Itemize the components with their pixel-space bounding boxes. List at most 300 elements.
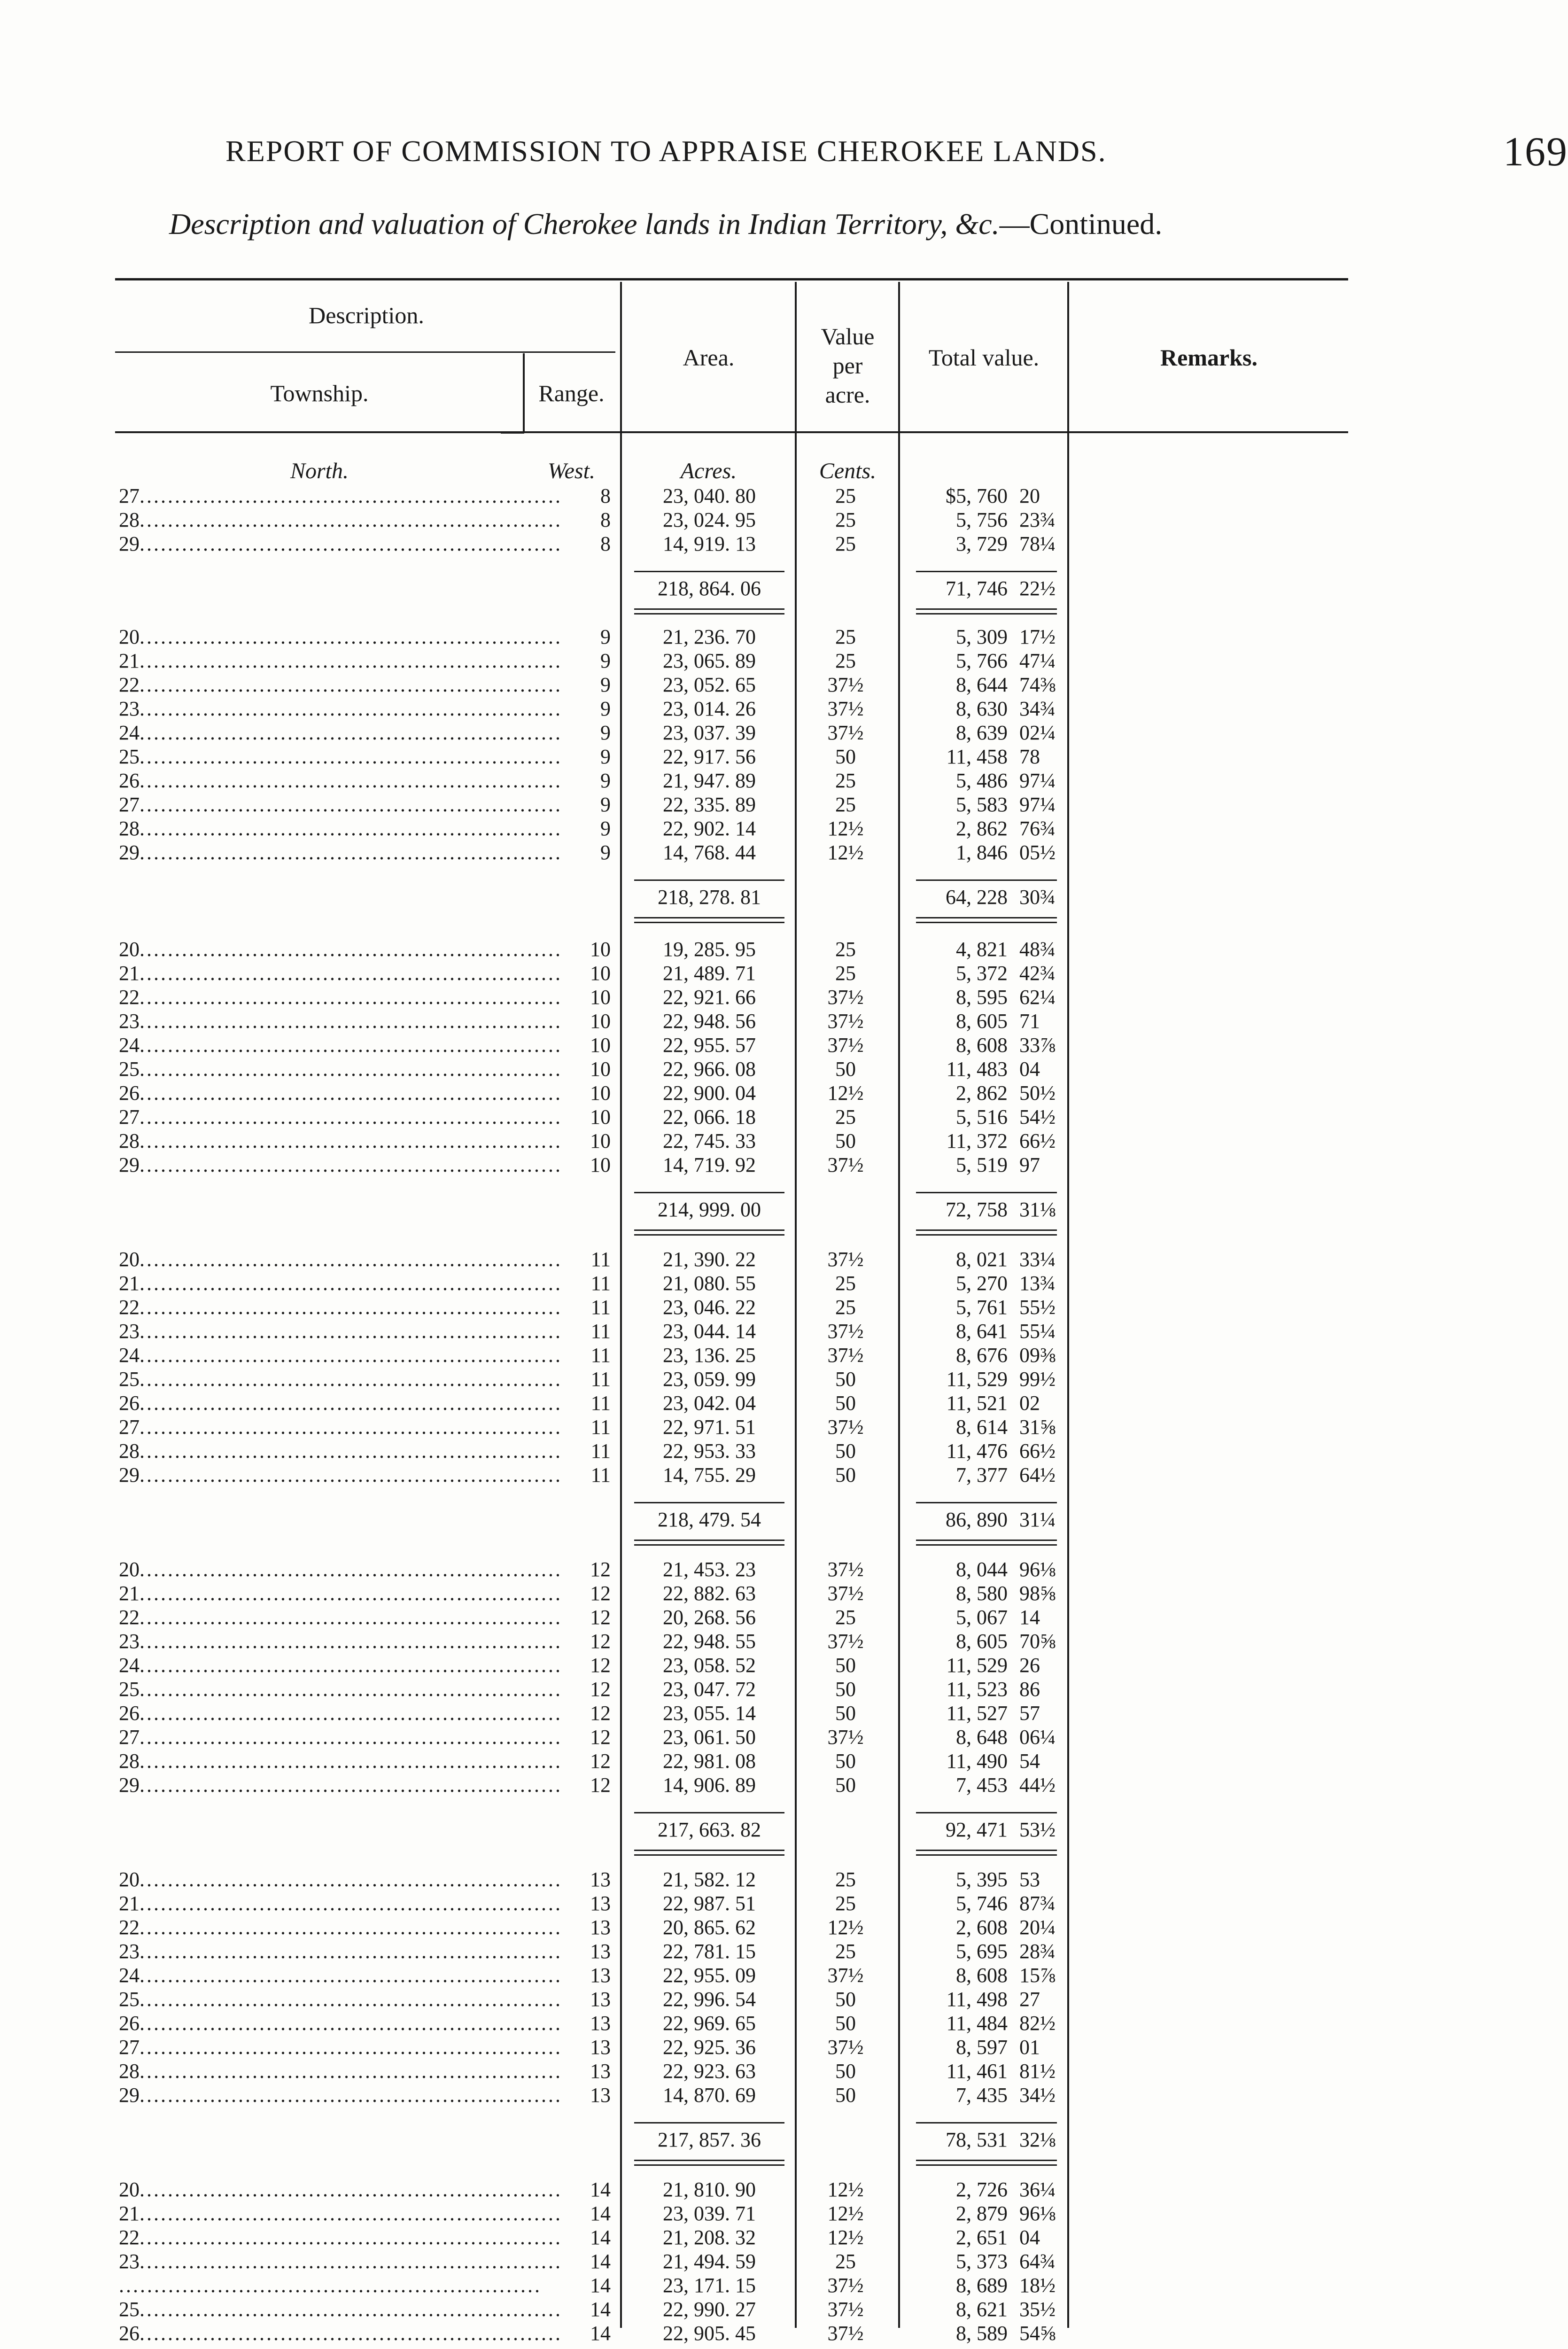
total-dollars-cell: 5, 270 [956, 1272, 1008, 1295]
subtotal-double-rule [916, 1854, 1057, 1856]
value-per-acre-cell: 50 [835, 1129, 856, 1152]
range-cell: 10 [590, 986, 611, 1009]
total-cents-cell: 86 [1019, 1678, 1040, 1701]
township-cell [119, 1391, 562, 1416]
table-row [0, 1105, 1554, 1129]
subtotal-double-rule [634, 1544, 784, 1546]
subtotal-rule [634, 1812, 784, 1813]
subtotal-rule [916, 879, 1057, 881]
township-number: 20 [119, 2178, 140, 2201]
dot-leader: ............................................................ [140, 673, 562, 696]
dot-leader: ............................................................ [140, 962, 562, 985]
area-cell: 23, 040. 80 [663, 484, 756, 507]
table-row [0, 1081, 1554, 1105]
total-cents-cell: 55¼ [1019, 1320, 1056, 1343]
township-cell [119, 1581, 562, 1606]
subtotal-double-rule [634, 1540, 784, 1541]
total-cents-cell: 02 [1019, 1392, 1040, 1415]
range-cell: 12 [590, 1678, 611, 1701]
table-row [0, 1581, 1554, 1606]
value-per-acre-cell: 50 [835, 1368, 856, 1391]
range-cell: 11 [590, 1463, 611, 1486]
range-cell: 13 [590, 1892, 611, 1915]
total-dollars-cell: 11, 498 [946, 1988, 1008, 2011]
range-cell: 10 [590, 1105, 611, 1128]
subtotal-dollars: 86, 890 [946, 1508, 1008, 1531]
table-row [0, 2011, 1554, 2036]
total-dollars-cell: 5, 516 [956, 1105, 1008, 1128]
table-row [0, 1367, 1554, 1392]
table-row [0, 2273, 1554, 2298]
township-cell [119, 961, 562, 986]
header-rule-extension [501, 432, 524, 434]
township-cell [119, 1963, 562, 1988]
subtotal-area: 214, 999. 00 [658, 1198, 761, 1221]
township-cell [119, 985, 562, 1010]
dot-leader: ............................................................ [140, 1368, 562, 1391]
table-row [0, 649, 1554, 673]
total-dollars-cell: 2, 608 [956, 1916, 1008, 1939]
total-dollars-cell: 11, 372 [946, 1129, 1008, 1152]
table-row [0, 508, 1554, 532]
township-number: 22 [119, 1296, 140, 1319]
table-row [0, 532, 1554, 556]
total-dollars-cell: 8, 641 [956, 1320, 1008, 1343]
total-cents-cell: 28¾ [1019, 1940, 1056, 1963]
total-dollars-cell: 8, 639 [956, 721, 1008, 744]
area-cell: 22, 925. 36 [663, 2036, 756, 2059]
table-row [0, 2059, 1554, 2084]
header-description: Description. [309, 302, 424, 328]
township-cell [119, 817, 562, 841]
subtotal-double-rule [916, 1234, 1057, 1236]
subtotal-rule [916, 571, 1057, 572]
total-cents-cell: 15⅞ [1019, 1964, 1056, 1987]
value-per-acre-cell: 37½ [827, 1034, 864, 1057]
township-cell [119, 840, 562, 865]
area-cell: 22, 981. 08 [663, 1750, 756, 1773]
area-cell: 21, 947. 89 [663, 769, 756, 792]
table-row [0, 1153, 1554, 1177]
dot-leader: ............................................................ [140, 2322, 562, 2345]
total-dollars-cell: $5, 760 [946, 484, 1008, 507]
township-cell [119, 1867, 562, 1892]
township-number: 27 [119, 2036, 140, 2059]
total-dollars-cell: 2, 862 [956, 1081, 1008, 1104]
subtotal-double-rule [634, 1854, 784, 1856]
area-cell: 23, 044. 14 [663, 1320, 756, 1343]
table-row [0, 1057, 1554, 1081]
range-cell: 10 [590, 962, 611, 985]
total-cents-cell: 74⅜ [1019, 673, 1056, 696]
area-cell: 22, 921. 66 [663, 986, 756, 1009]
dot-leader: ............................................................ [140, 649, 562, 672]
range-cell: 11 [590, 1368, 611, 1391]
caption-italic: Description and valuation of Cherokee lands in Indian Territory, &c. [169, 207, 1000, 241]
township-number: 26 [119, 1081, 140, 1104]
area-cell: 22, 335. 89 [663, 793, 756, 816]
subtotal-cents: 22½ [1019, 577, 1056, 600]
value-per-acre-cell: 12½ [827, 1081, 864, 1104]
township-number: 27 [119, 484, 140, 507]
unit-range: West. [548, 459, 595, 483]
subtotal-rule [634, 879, 784, 881]
range-cell: 10 [590, 1129, 611, 1152]
area-cell: 23, 014. 26 [663, 697, 756, 720]
area-cell: 23, 046. 22 [663, 1296, 756, 1319]
table-row [0, 2035, 1554, 2060]
table-row [0, 1605, 1554, 1630]
dot-leader: ............................................................ [140, 508, 562, 531]
dot-leader: ............................................................ [140, 1010, 562, 1033]
caption-continued: —Continued. [999, 207, 1163, 241]
range-cell: 12 [590, 1773, 611, 1797]
total-cents-cell: 27 [1019, 1988, 1040, 2011]
header-total-value: Total value. [928, 344, 1040, 371]
table-row [0, 1009, 1554, 1034]
dot-leader: ............................................................ [140, 1105, 562, 1128]
total-cents-cell: 34¾ [1019, 697, 1056, 720]
subtotal-rule [634, 2122, 784, 2123]
header-range: Range. [538, 380, 605, 406]
subtotal-area: 218, 864. 06 [658, 577, 761, 600]
total-cents-cell: 44½ [1019, 1773, 1056, 1797]
total-dollars-cell: 5, 761 [956, 1296, 1008, 1319]
area-cell: 22, 923. 63 [663, 2060, 756, 2083]
area-cell: 22, 900. 04 [663, 1081, 756, 1104]
township-number: 22 [119, 986, 140, 1009]
township-cell [119, 1439, 562, 1463]
dot-leader: ............................................................ [140, 1582, 562, 1605]
value-per-acre-cell: 25 [835, 649, 856, 672]
range-cell: 13 [590, 1916, 611, 1939]
total-dollars-cell: 5, 756 [956, 508, 1008, 531]
area-cell: 20, 268. 56 [663, 1606, 756, 1629]
value-per-acre-cell: 37½ [827, 1344, 864, 1367]
township-cell [119, 697, 562, 721]
total-cents-cell: 01 [1019, 2036, 1040, 2059]
total-dollars-cell: 5, 395 [956, 1868, 1008, 1891]
header-value-line-2: per [832, 352, 863, 379]
total-dollars-cell: 8, 644 [956, 673, 1008, 696]
township-cell [119, 1987, 562, 2012]
total-dollars-cell: 8, 605 [956, 1630, 1008, 1653]
total-dollars-cell: 5, 766 [956, 649, 1008, 672]
dot-leader: ............................................................ [140, 1248, 562, 1271]
total-dollars-cell: 1, 846 [956, 841, 1008, 864]
dot-leader: ............................................................ [140, 1678, 562, 1701]
total-cents-cell: 31⅝ [1019, 1416, 1056, 1439]
area-cell: 21, 489. 71 [663, 962, 756, 985]
value-per-acre-cell: 25 [835, 1892, 856, 1915]
subtotal-double-rule [916, 917, 1057, 918]
township-number: 29 [119, 841, 140, 864]
table-row [0, 1557, 1554, 1582]
township-number: 20 [119, 1868, 140, 1891]
total-cents-cell: 17½ [1019, 625, 1056, 648]
total-cents-cell: 02¼ [1019, 721, 1056, 744]
total-cents-cell: 64¾ [1019, 2250, 1056, 2273]
table-row [0, 2178, 1554, 2202]
area-cell: 22, 948. 56 [663, 1010, 756, 1033]
subtotal-double-rule [634, 1850, 784, 1851]
range-cell: 10 [590, 1034, 611, 1057]
table-row [0, 1295, 1554, 1320]
total-dollars-cell: 8, 614 [956, 1416, 1008, 1439]
area-cell: 23, 171. 15 [663, 2274, 756, 2297]
township-cell [119, 532, 562, 556]
range-cell: 8 [600, 484, 611, 507]
total-cents-cell: 54½ [1019, 1105, 1056, 1128]
township-number: 25 [119, 1678, 140, 1701]
township-number: 20 [119, 1248, 140, 1271]
area-cell: 14, 919. 13 [663, 532, 756, 555]
total-cents-cell: 78¼ [1019, 532, 1056, 555]
township-number: 25 [119, 2298, 140, 2321]
township-number: 20 [119, 938, 140, 961]
total-cents-cell: 47¼ [1019, 649, 1056, 672]
township-cell [119, 2201, 562, 2226]
township-cell [119, 1463, 562, 1487]
dot-leader: ............................................................ [140, 1081, 562, 1104]
range-cell: 12 [590, 1558, 611, 1581]
area-cell: 23, 136. 25 [663, 1344, 756, 1367]
township-number: 27 [119, 793, 140, 816]
value-per-acre-cell: 25 [835, 484, 856, 507]
township-number: 23 [119, 1320, 140, 1343]
total-dollars-cell: 11, 490 [946, 1750, 1008, 1773]
total-dollars-cell: 4, 821 [956, 938, 1008, 961]
total-dollars-cell: 11, 461 [946, 2060, 1008, 2083]
township-number: 24 [119, 721, 140, 744]
area-cell: 19, 285. 95 [663, 938, 756, 961]
value-per-acre-cell: 12½ [827, 2226, 864, 2249]
value-per-acre-cell: 12½ [827, 2202, 864, 2225]
unit-area: Acres. [680, 459, 737, 483]
township-cell [119, 1057, 562, 1081]
township-cell [119, 649, 562, 673]
range-cell: 10 [590, 1058, 611, 1081]
total-cents-cell: 33¼ [1019, 1248, 1056, 1271]
total-dollars-cell: 11, 483 [946, 1058, 1008, 1081]
value-per-acre-cell: 25 [835, 793, 856, 816]
total-cents-cell: 23¾ [1019, 508, 1056, 531]
township-cell [119, 508, 562, 532]
total-dollars-cell: 8, 630 [956, 697, 1008, 720]
value-per-acre-cell: 50 [835, 2060, 856, 2083]
total-cents-cell: 99½ [1019, 1368, 1056, 1391]
dot-leader: ............................................................ [140, 1892, 562, 1915]
dot-leader: ............................................................ [140, 1606, 562, 1629]
dot-leader: ............................................................ [140, 2084, 562, 2107]
total-cents-cell: 96⅛ [1019, 1558, 1056, 1581]
area-cell: 22, 905. 45 [663, 2322, 756, 2345]
total-cents-cell: 53 [1019, 1868, 1040, 1891]
total-cents-cell: 82½ [1019, 2012, 1056, 2035]
township-cell [119, 1677, 562, 1702]
dot-leader: ............................................................ [140, 2250, 562, 2273]
subtotal-double-rule [916, 1544, 1057, 1546]
area-cell: 21, 208. 32 [663, 2226, 756, 2249]
area-cell: 23, 052. 65 [663, 673, 756, 696]
range-cell: 13 [590, 1940, 611, 1963]
total-cents-cell: 04 [1019, 2226, 1040, 2249]
subtotal-double-rule [916, 2160, 1057, 2161]
township-number: 22 [119, 673, 140, 696]
total-cents-cell: 66½ [1019, 1129, 1056, 1152]
dot-leader: ............................................................ [140, 1988, 562, 2011]
township-cell [119, 1605, 562, 1630]
township-cell [119, 1749, 562, 1773]
table-row [0, 2297, 1554, 2322]
total-dollars-cell: 2, 726 [956, 2178, 1008, 2201]
total-dollars-cell: 2, 879 [956, 2202, 1008, 2225]
township-cell [119, 2273, 542, 2298]
table-row [0, 721, 1554, 745]
header-value-line-3: acre. [825, 381, 870, 408]
table-row [0, 1271, 1554, 1296]
range-cell: 9 [600, 649, 611, 672]
subtotal-rule [634, 571, 784, 572]
area-cell: 20, 865. 62 [663, 1916, 756, 1939]
subtotal-cents: 32⅛ [1019, 2128, 1056, 2151]
table-row [0, 1391, 1554, 1416]
township-number: 26 [119, 2322, 140, 2345]
subtotal-rule [916, 2122, 1057, 2123]
total-cents-cell: 54 [1019, 1750, 1040, 1773]
table-row [0, 1033, 1554, 1058]
range-cell: 12 [590, 1750, 611, 1773]
table-row [0, 1701, 1554, 1726]
township-cell [119, 1009, 562, 1034]
dot-leader: ............................................................ [140, 1392, 562, 1415]
area-cell: 23, 047. 72 [663, 1678, 756, 1701]
township-number: 23 [119, 1010, 140, 1033]
value-per-acre-cell: 50 [835, 1058, 856, 1081]
subtotal-rule [634, 1502, 784, 1503]
area-cell: 23, 024. 95 [663, 508, 756, 531]
range-cell: 10 [590, 1010, 611, 1033]
total-dollars-cell: 8, 676 [956, 1344, 1008, 1367]
township-cell [119, 1653, 562, 1678]
township-number: 29 [119, 1463, 140, 1486]
total-cents-cell: 97¼ [1019, 769, 1056, 792]
township-cell [119, 2059, 562, 2084]
township-number: 21 [119, 2202, 140, 2225]
township-number: 28 [119, 1750, 140, 1773]
township-cell [119, 2321, 562, 2346]
total-dollars-cell: 8, 044 [956, 1558, 1008, 1581]
area-cell: 22, 917. 56 [663, 745, 756, 768]
range-cell: 13 [590, 2060, 611, 2083]
township-number: 20 [119, 625, 140, 648]
area-cell: 23, 042. 04 [663, 1392, 756, 1415]
table-row [0, 1439, 1554, 1463]
dot-leader: ............................................................ [140, 1702, 562, 1725]
total-dollars-cell: 11, 529 [946, 1654, 1008, 1677]
dot-leader: ............................................................ [119, 2274, 542, 2297]
value-per-acre-cell: 37½ [827, 1558, 864, 1581]
area-cell: 23, 059. 99 [663, 1368, 756, 1391]
township-cell [119, 793, 562, 817]
total-cents-cell: 96⅛ [1019, 2202, 1056, 2225]
range-cell: 9 [600, 745, 611, 768]
township-cell [119, 2249, 562, 2274]
total-dollars-cell: 11, 476 [946, 1439, 1008, 1462]
township-number: 28 [119, 2060, 140, 2083]
township-number: 26 [119, 1702, 140, 1725]
range-cell: 12 [590, 1726, 611, 1749]
total-cents-cell: 71 [1019, 1010, 1040, 1033]
table-row [0, 1939, 1554, 1964]
value-per-acre-cell: 25 [835, 1940, 856, 1963]
dot-leader: ............................................................ [140, 1296, 562, 1319]
range-cell: 10 [590, 1153, 611, 1176]
total-cents-cell: 64½ [1019, 1463, 1056, 1486]
total-cents-cell: 42¾ [1019, 962, 1056, 985]
total-dollars-cell: 11, 521 [946, 1392, 1008, 1415]
dot-leader: ............................................................ [140, 2036, 562, 2059]
value-per-acre-cell: 25 [835, 1272, 856, 1295]
dot-leader: ............................................................ [140, 1868, 562, 1891]
total-dollars-cell: 8, 580 [956, 1582, 1008, 1605]
range-cell: 9 [600, 697, 611, 720]
table-row [0, 1415, 1554, 1439]
area-cell: 22, 781. 15 [663, 1940, 756, 1963]
township-number: 29 [119, 1153, 140, 1176]
dot-leader: ............................................................ [140, 1750, 562, 1773]
area-cell: 22, 953. 33 [663, 1439, 756, 1462]
range-cell: 10 [590, 1081, 611, 1104]
total-dollars-cell: 8, 621 [956, 2298, 1008, 2321]
area-cell: 22, 996. 54 [663, 1988, 756, 2011]
total-dollars-cell: 8, 689 [956, 2274, 1008, 2297]
total-dollars-cell: 11, 484 [946, 2012, 1008, 2035]
range-cell: 12 [590, 1582, 611, 1605]
header-township: Township. [270, 380, 369, 406]
area-cell: 22, 969. 65 [663, 2012, 756, 2035]
total-dollars-cell: 5, 746 [956, 1892, 1008, 1915]
table-row [0, 673, 1554, 697]
dot-leader: ............................................................ [140, 697, 562, 720]
total-cents-cell: 06¼ [1019, 1726, 1056, 1749]
dot-leader: ............................................................ [140, 484, 562, 507]
subtotal-double-rule [916, 1850, 1057, 1851]
range-cell: 11 [590, 1416, 611, 1439]
value-per-acre-cell: 50 [835, 1439, 856, 1462]
township-number: 21 [119, 1582, 140, 1605]
township-cell [119, 1773, 562, 1797]
total-cents-cell: 33⅞ [1019, 1034, 1056, 1057]
table-row [0, 2201, 1554, 2226]
area-cell: 23, 055. 14 [663, 1702, 756, 1725]
total-dollars-cell: 8, 608 [956, 1034, 1008, 1057]
dot-leader: ............................................................ [140, 986, 562, 1009]
range-cell: 14 [590, 2298, 611, 2321]
total-cents-cell: 78 [1019, 745, 1040, 768]
value-per-acre-cell: 37½ [827, 1320, 864, 1343]
dot-leader: ............................................................ [140, 1940, 562, 1963]
subtotal-dollars: 64, 228 [946, 886, 1008, 909]
township-number: 26 [119, 769, 140, 792]
township-cell [119, 1129, 562, 1153]
dot-leader: ............................................................ [140, 841, 562, 864]
dot-leader: ............................................................ [140, 1034, 562, 1057]
total-cents-cell: 05½ [1019, 841, 1056, 864]
value-per-acre-cell: 37½ [827, 697, 864, 720]
total-dollars-cell: 5, 695 [956, 1940, 1008, 1963]
area-cell: 22, 948. 55 [663, 1630, 756, 1653]
